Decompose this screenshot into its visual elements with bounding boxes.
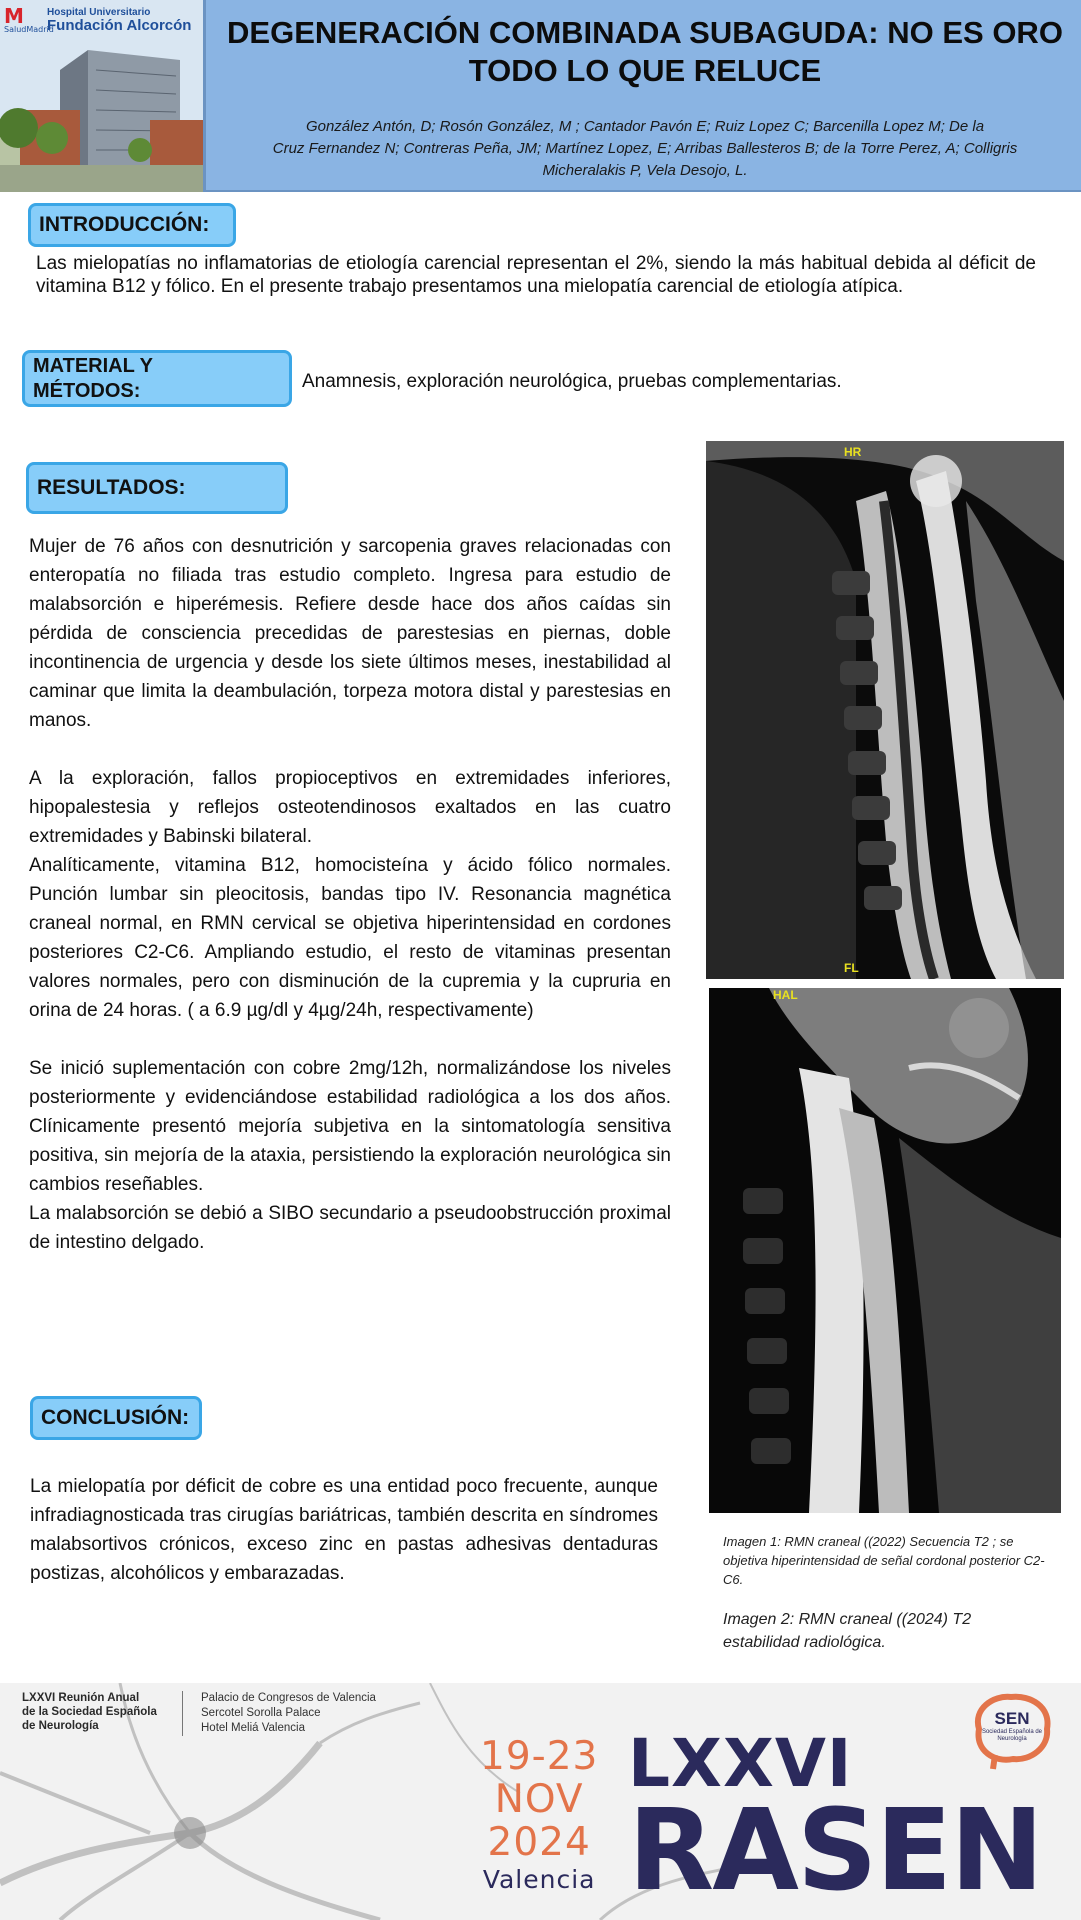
hospital-logo: [4, 6, 191, 34]
section-heading-intro: [28, 203, 236, 247]
mri-sagittal-cervical-2: [709, 988, 1061, 1513]
results-body: [29, 532, 671, 1257]
methods-paragraph: Anamnesis, exploración neurológica, pruebas complementarias.: [302, 371, 842, 392]
authors-line-1: González Antón, D; Rosón González, M ; Cantador Pavón E; Ruiz Lopez C; Barcenilla Lopez M; De la: [305, 118, 985, 135]
authors-line-2: Cruz Fernandez N; Contreras Peña, JM; Martínez Lopez, E; Arribas Ballesteros B; de la Torre Perez, A; Colligris: [272, 140, 1018, 157]
congress-city: Valencia: [482, 1865, 596, 1894]
conclusion-paragraph: La mielopatía por déficit de cobre es una entidad poco frecuente, aunque infradiagnosticada tras cirugías bariátricas, también descrita en síndromes malabsortivos crónicos, exceso zinc en pastas adhesivas dentaduras postizas, alcohólicos y embarazadas.: [30, 1476, 658, 1584]
venue-3: Hotel Meliá Valencia: [201, 1722, 305, 1734]
mri1-label-top: HR: [844, 445, 862, 459]
venue-2: Sercotel Sorolla Palace: [201, 1707, 321, 1719]
results-paragraph-5: La malabsorción se debió a SIBO secundario a pseudoobstrucción proximal de intestino delgado.: [29, 1203, 671, 1253]
methods-heading-line-2: MÉTODOS:: [33, 379, 141, 402]
brand-edition: LXXVI: [628, 1725, 853, 1802]
results-paragraph-1: Mujer de 76 años con desnutrición y sarcopenia graves relacionadas con enteropatía no filiada tras estudio completo. Ingresa para estudio de malabsorción e hiperémesis. Refiere desde hace dos años caídas sin pérdida de consciencia precedidas de parestesias en piernas, doble incontinencia de urgencia y desde los siete últimos meses, inestabilidad al caminar que limita la deambulación, torpeza motora distal y parestesias en manos.: [29, 536, 671, 731]
hospital-building-photo: [0, 0, 206, 192]
title-line-1: DEGENERACIÓN COMBINADA SUBAGUDA: NO ES ORO: [227, 15, 1063, 50]
congress-dates: [480, 1735, 598, 1896]
salud-madrid-logo-mark: [4, 4, 54, 34]
dates-days: 19-23: [480, 1734, 599, 1779]
conclusion-heading-text: CONCLUSIÓN:: [41, 1406, 190, 1429]
mri-sagittal-cervical-1: [706, 441, 1064, 979]
mri2-label-top: HAL: [773, 988, 798, 1002]
meeting-line-1: LXXVI Reunión Anual: [22, 1692, 140, 1704]
poster-title: [212, 14, 1078, 90]
author-list: [230, 116, 1060, 182]
intro-heading-text: INTRODUCCIÓN:: [39, 213, 210, 236]
results-paragraph-4: Se inició suplementación con cobre 2mg/12h, normalizándose los niveles posteriormente y evidenciándose estabilidad radiológica a los dos años. Clínicamente presentó mejoría subjetiva en la sintomatología sensitiva positiva, sin mejoría de la ataxia, persistiendo la exploración neurológica sin cambios reseñables.: [29, 1058, 671, 1195]
sen-logo: [965, 1689, 1059, 1771]
results-paragraph-2: A la exploración, fallos propioceptivos en extremidades inferiores, hipopalestesia y reflejos osteotendinosos exaltados en las cuatro extremidades y Babinski bilateral.: [29, 768, 671, 847]
methods-heading-line-1: MATERIAL Y: [33, 354, 154, 377]
section-heading-results: [26, 462, 288, 514]
meeting-name: [22, 1691, 157, 1733]
sen-logo-subtitle: Sociedad Española de Neurología: [981, 1729, 1043, 1742]
meeting-line-2: de la Sociedad Española: [22, 1706, 157, 1718]
dates-year: 2024: [487, 1820, 591, 1865]
section-heading-methods: [22, 350, 292, 407]
title-line-2: TODO LO QUE RELUCE: [468, 53, 822, 88]
intro-paragraph: Las mielopatías no inflamatorias de etiología carencial representan el 2%, siendo la más habitual debida al déficit de vitamina B12 y fólico. En el presente trabajo presentamos una mielopatía carencial de etiología atípica.: [36, 253, 1036, 297]
dates-month: NOV: [494, 1777, 584, 1822]
sen-logo-text: SEN: [994, 1709, 1030, 1728]
meeting-line-3: de Neurología: [22, 1720, 99, 1732]
congress-banner: [0, 1683, 1081, 1920]
section-heading-conclusion: [30, 1396, 202, 1440]
logo-name-line: Fundación Alcorcón: [47, 16, 192, 34]
image-caption-2: Imagen 2: RMN craneal ((2024) T2 estabilidad radiológica.: [723, 1611, 972, 1651]
logo-hospital-line: Hospital Universitario: [47, 6, 151, 18]
logo-mark-sub: SaludMadrid: [4, 25, 54, 34]
logo-mark-letter: M: [4, 4, 24, 28]
results-heading-text: RESULTADOS:: [37, 476, 186, 499]
brand-name: RASEN: [628, 1786, 1042, 1916]
poster-header: [0, 0, 1081, 192]
authors-line-3: Micheralakis P, Vela Desojo, L.: [542, 162, 748, 179]
venue-list: [182, 1691, 376, 1736]
image-caption-1: Imagen 1: RMN craneal ((2022) Secuencia T2 ; se objetiva hiperintensidad de señal cordonal posterior C2-C6.: [723, 1534, 1045, 1587]
results-paragraph-3: Analíticamente, vitamina B12, homocisteína y ácido fólico normales. Punción lumbar sin pleocitosis, bandas tipo IV. Resonancia magnética craneal normal, en RMN cervical se objetiva hiperintensidad en cordones posteriores C2-C6. Ampliando estudio, el resto de vitaminas presentan valores normales, pero con disminución de la cupremia y la cupruria en orina de 24 horas. ( a 6.9 µg/dl y 4µg/24h, respectivamente): [29, 855, 671, 1021]
venue-1: Palacio de Congresos de Valencia: [201, 1692, 376, 1704]
mri1-label-bottom: FL: [844, 961, 859, 975]
mri-image-2022: [706, 441, 1064, 979]
mri-image-2024: [709, 988, 1061, 1513]
